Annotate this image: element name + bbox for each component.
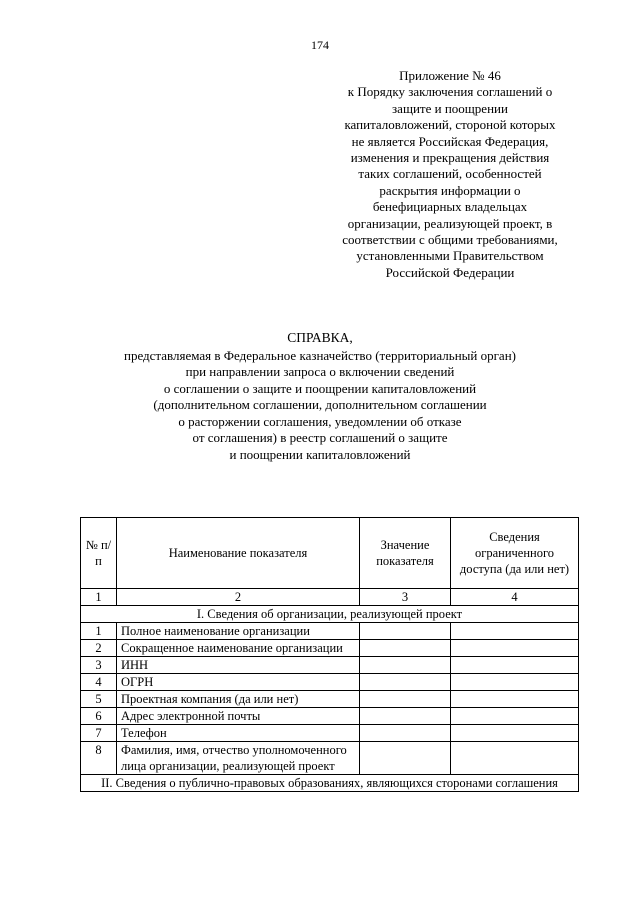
table-row	[81, 691, 579, 708]
row-name: ИНН	[117, 657, 360, 674]
row-num: 2	[81, 640, 117, 657]
row-restricted-cell[interactable]	[451, 708, 579, 725]
section-1-title: I. Сведения об организации, реализующей проект	[81, 606, 579, 623]
document-title: СПРАВКА,	[287, 330, 353, 345]
table-row	[81, 640, 579, 657]
row-num: 5	[81, 691, 117, 708]
row-num: 4	[81, 674, 117, 691]
table-row	[81, 725, 579, 742]
row-value-cell[interactable]	[360, 640, 451, 657]
appendix-line: Приложение № 46	[399, 68, 501, 83]
header-name: Наименование показателя	[117, 518, 360, 589]
appendix-line: раскрытия информации о	[379, 182, 521, 198]
row-restricted-cell[interactable]	[451, 623, 579, 640]
header-value: Значение показателя	[360, 518, 451, 589]
data-table	[80, 517, 579, 792]
appendix-line: капиталовложений, стороной которых	[344, 117, 556, 133]
appendix-line: организации, реализующей проект, в	[347, 215, 553, 231]
row-restricted-cell[interactable]	[451, 640, 579, 657]
table-header-row	[81, 518, 579, 589]
subtitle-line: представляемая в Федеральное казначейство (территориальный орган)	[123, 347, 516, 363]
column-number-row	[81, 589, 579, 606]
appendix-header	[322, 68, 578, 281]
table-row	[81, 674, 579, 691]
row-num: 8	[81, 742, 117, 775]
row-value-cell[interactable]	[360, 657, 451, 674]
header-restricted: Сведения ограниченного доступа (да или нет)	[451, 518, 579, 589]
subtitle-line: (дополнительном соглашении, дополнительном соглашении	[153, 397, 487, 412]
row-value-cell[interactable]	[360, 691, 451, 708]
column-number: 2	[117, 589, 360, 606]
row-name: Адрес электронной почты	[117, 708, 360, 725]
row-num: 7	[81, 725, 117, 742]
subtitle-line: о расторжении соглашения, уведомлении об отказе	[178, 413, 462, 429]
appendix-line: к Порядку заключения соглашений о	[347, 84, 553, 100]
row-value-cell[interactable]	[360, 674, 451, 691]
subtitle-line: от соглашения) в реестр соглашений о защите	[192, 430, 448, 445]
row-value-cell[interactable]	[360, 708, 451, 725]
section-2-title: II. Сведения о публично-правовых образованиях, являющихся сторонами соглашения	[81, 775, 579, 792]
table-row	[81, 708, 579, 725]
column-number: 3	[360, 589, 451, 606]
appendix-line: установленными Правительством	[356, 248, 544, 264]
table-row	[81, 623, 579, 640]
header-num: № п/п	[81, 518, 117, 589]
subtitle-line: и поощрении капиталовложений	[229, 446, 411, 462]
appendix-line: защите и поощрении	[392, 100, 508, 116]
row-name: Полное наименование организации	[117, 623, 360, 640]
appendix-line: таких соглашений, особенностей	[358, 166, 542, 182]
appendix-line: не является Российская Федерация,	[351, 133, 549, 149]
appendix-line: изменения и прекращения действия	[350, 150, 550, 166]
row-num: 3	[81, 657, 117, 674]
table-row	[81, 657, 579, 674]
row-name: Фамилия, имя, отчество уполномоченного лица организации, реализующей проект	[117, 742, 360, 775]
appendix-line: соответствии с общими требованиями,	[342, 232, 558, 248]
row-value-cell[interactable]	[360, 725, 451, 742]
row-num: 1	[81, 623, 117, 640]
column-number: 1	[81, 589, 117, 606]
column-number: 4	[451, 589, 579, 606]
row-name: Телефон	[117, 725, 360, 742]
row-value-cell[interactable]	[360, 742, 451, 775]
row-restricted-cell[interactable]	[451, 657, 579, 674]
row-name: Сокращенное наименование организации	[117, 640, 360, 657]
subtitle-line: при направлении запроса о включении сведений	[185, 364, 455, 379]
appendix-line: бенефициарных владельцах	[372, 199, 528, 215]
row-restricted-cell[interactable]	[451, 691, 579, 708]
row-value-cell[interactable]	[360, 623, 451, 640]
subtitle-line: о соглашении о защите и поощрении капиталовложений	[163, 380, 477, 396]
section-row	[81, 606, 579, 623]
appendix-line: Российской Федерации	[385, 264, 515, 280]
row-name: ОГРН	[117, 674, 360, 691]
row-restricted-cell[interactable]	[451, 725, 579, 742]
document-title-block	[60, 330, 580, 463]
table-row	[81, 742, 579, 775]
row-restricted-cell[interactable]	[451, 742, 579, 775]
row-num: 6	[81, 708, 117, 725]
page-number: 174	[311, 38, 329, 52]
section-row	[81, 775, 579, 792]
row-name: Проектная компания (да или нет)	[117, 691, 360, 708]
row-restricted-cell[interactable]	[451, 674, 579, 691]
